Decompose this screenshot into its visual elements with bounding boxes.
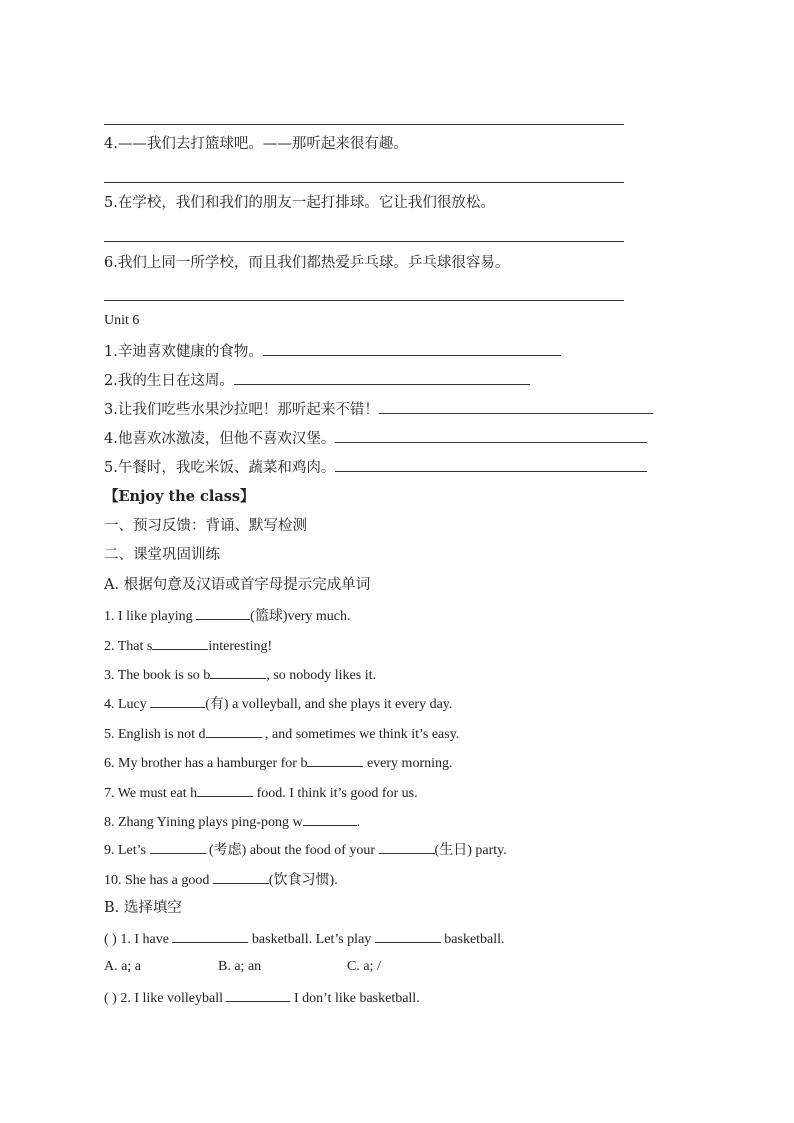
answer-blank[interactable] [335,457,647,472]
question-text: 9. Let’s [104,843,150,858]
question-a6 [104,752,453,774]
answer-line [104,124,624,125]
part-one-heading: 一、预习反馈：背诵、默写检测 [104,518,307,534]
enjoy-heading: 【Enjoy the class】 [104,488,255,505]
unit6-item-text: 2.我的生日在这周。 [104,373,234,389]
question-b2 [104,987,420,1009]
translate-item-6: 6.我们上同一所学校，而且我们都热爱乒乓球。乒乓球很容易。 [104,255,510,271]
unit6-item-text: 1.辛迪喜欢健康的食物。 [104,344,263,360]
question-text: (有) a volleyball, and she plays it every day. [205,697,453,712]
question-text: basketball. Let’s play [248,932,375,947]
section-b-title: B. 选择填空 [104,900,182,916]
answer-blank[interactable] [307,752,363,767]
unit-title: Unit 6 [104,313,140,328]
question-a9 [104,839,507,861]
question-a7 [104,782,418,804]
answer-blank[interactable] [263,341,561,356]
unit6-item-text: 4.他喜欢冰激凌，但他不喜欢汉堡。 [104,431,336,447]
question-text: every morning. [363,756,453,771]
question-text: 6. My brother has a hamburger for b [104,756,308,771]
answer-blank[interactable] [197,782,253,797]
question-text: 1. I have [116,932,173,947]
question-text: 1. I like playing [104,609,197,624]
question-text: (饮食习惯). [268,873,338,888]
answer-blank[interactable] [303,811,357,826]
unit6-item-text: 5.午餐时，我吃米饭、蔬菜和鸡肉。 [104,460,336,476]
question-text: 8. Zhang Yining plays ping-pong w [104,815,303,830]
question-text: , so nobody likes it. [266,668,376,683]
answer-bracket[interactable]: ( ) [104,991,117,1006]
question-text: 2. I like volleyball [116,991,227,1006]
question-a10 [104,869,338,891]
question-a8 [104,811,360,833]
question-text: 3. The book is so b [104,668,211,683]
unit6-item-2 [104,370,530,391]
question-a1 [104,605,350,627]
question-text: (考虑) about the food of your [205,843,379,858]
answer-blank[interactable] [152,635,208,650]
question-text: , and sometimes we think it’s easy. [261,727,460,742]
question-text: 4. Lucy [104,697,151,712]
answer-line [104,241,624,242]
answer-blank[interactable] [379,399,653,414]
question-text: basketball. [440,932,505,947]
unit6-item-4 [104,428,647,449]
question-text: I don’t like basketball. [290,991,420,1006]
question-a3 [104,664,376,686]
answer-blank[interactable] [335,428,647,443]
answer-bracket[interactable]: ( ) [104,932,117,947]
answer-blank[interactable] [375,928,441,943]
answer-blank[interactable] [196,605,250,620]
question-text: 7. We must eat h [104,786,198,801]
question-text: 2. That s [104,639,153,654]
question-text: 5. English is not d [104,727,206,742]
part-two-heading: 二、课堂巩固训练 [104,547,220,563]
answer-line [104,300,624,301]
unit6-item-5 [104,457,647,478]
answer-blank[interactable] [213,869,269,884]
option-c[interactable]: C. a; / [347,959,381,974]
question-text: (篮球)very much. [250,609,351,624]
question-a5 [104,723,459,745]
answer-blank[interactable] [150,839,206,854]
answer-blank[interactable] [206,723,262,738]
question-text: interesting! [208,639,273,654]
translate-item-5: 5.在学校，我们和我们的朋友一起打排球。它让我们很放松。 [104,195,495,211]
unit6-item-1 [104,341,561,362]
option-a[interactable]: A. a; a [104,959,141,974]
answer-blank[interactable] [226,987,290,1002]
question-a2 [104,635,272,657]
question-b1 [104,928,505,950]
unit6-item-text: 3.让我们吃些水果沙拉吧！那听起来不错！ [104,402,379,418]
answer-blank[interactable] [379,839,435,854]
question-a4 [104,693,452,715]
question-text: 10. She has a good [104,873,213,888]
unit6-item-3 [104,399,653,420]
translate-item-4: 4.——我们去打篮球吧。——那听起来很有趣。 [104,136,408,152]
answer-blank[interactable] [210,664,266,679]
section-a-title: A. 根据句意及汉语或首字母提示完成单词 [104,577,371,593]
question-b1-options [104,957,381,977]
answer-blank[interactable] [172,928,248,943]
question-text: (生日) party. [434,843,507,858]
answer-line [104,182,624,183]
question-text: . [356,815,361,830]
question-text: food. I think it’s good for us. [253,786,418,801]
answer-blank[interactable] [150,693,205,708]
answer-blank[interactable] [234,370,530,385]
option-b[interactable]: B. a; an [218,959,262,974]
